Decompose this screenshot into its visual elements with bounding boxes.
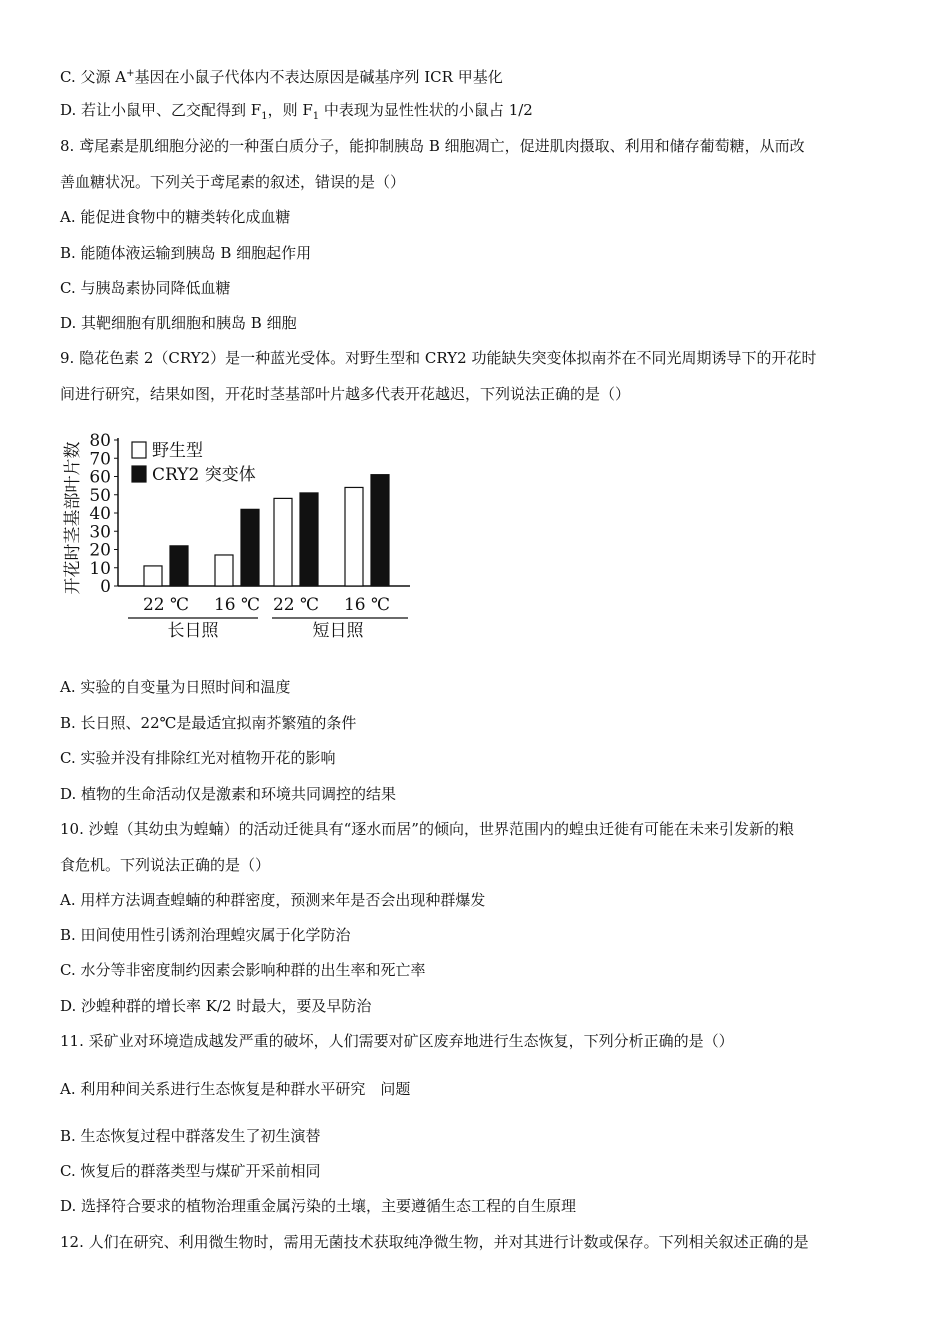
text-line: C. 实验并没有排除红光对植物开花的影响 xyxy=(60,749,336,767)
y-axis-title: 开花时茎基部叶片数 xyxy=(63,441,83,595)
x-category-label: 22 ℃ xyxy=(272,595,320,615)
bar-cry2-mutant xyxy=(300,493,318,586)
text-line: D. 其靶细胞有肌细胞和胰岛 B 细胞 xyxy=(60,314,297,332)
text-line: 食危机。下列说法正确的是（） xyxy=(60,856,271,874)
legend-swatch xyxy=(132,466,146,482)
text-line: 12. 人们在研究、利用微生物时，需用无菌技术获取纯净微生物，并对其进行计数或保存。下列相关叙述正确的是 xyxy=(60,1233,809,1251)
text-line: D. 选择符合要求的植物治理重金属污染的土壤，主要遵循生态工程的自生原理 xyxy=(60,1197,577,1215)
text-line: 间进行研究，结果如图，开花时茎基部叶片越多代表开花越迟，下列说法正确的是（） xyxy=(60,385,631,403)
text-fragment: 基因在小鼠子代体内不表达原因是碱基序列 ICR 甲基化 xyxy=(134,68,503,86)
text-line: C. 恢复后的群落类型与煤矿开采前相同 xyxy=(60,1162,321,1180)
text-line: B. 生态恢复过程中群落发生了初生演替 xyxy=(60,1127,321,1145)
text-line: B. 长日照、22℃是最适宜拟南芥繁殖的条件 xyxy=(60,714,357,732)
x-category-label: 16 ℃ xyxy=(343,595,391,615)
text-line xyxy=(60,64,503,87)
text-line: A. 用样方法调查蝗蝻的种群密度，预测来年是否会出现种群爆发 xyxy=(60,891,486,909)
bar-wild-type xyxy=(215,555,233,586)
y-tick-label: 30 xyxy=(89,522,111,543)
text-line: B. 能随体液运输到胰岛 B 细胞起作用 xyxy=(60,244,312,262)
text-line xyxy=(60,100,533,127)
y-tick-label: 60 xyxy=(89,467,111,488)
y-tick-label: 80 xyxy=(89,431,111,451)
x-category-label: 22 ℃ xyxy=(142,595,190,615)
legend-swatch xyxy=(132,442,146,458)
text-line: D. 植物的生命活动仅是激素和环境共同调控的结果 xyxy=(60,785,397,803)
text-fragment: 1 xyxy=(312,111,320,122)
text-line: D. 沙蝗种群的增长率 K/2 时最大，要及早防治 xyxy=(60,997,372,1015)
bar-wild-type xyxy=(345,487,363,586)
y-tick-label: 20 xyxy=(89,540,111,561)
y-tick-label: 40 xyxy=(89,504,111,524)
y-tick-label: 50 xyxy=(89,485,111,506)
y-tick-label: 10 xyxy=(89,558,111,579)
text-line: A. 实验的自变量为日照时间和温度 xyxy=(60,678,291,696)
y-tick-label: 0 xyxy=(100,577,111,597)
text-line: C. 水分等非密度制约因素会影响种群的出生率和死亡率 xyxy=(60,961,426,979)
text-line: 9. 隐花色素 2（CRY2）是一种蓝光受体。对野生型和 CRY2 功能缺失突变体拟南芥在不同光周期诱导下的开花时 xyxy=(60,349,817,367)
legend-label: CRY2 突变体 xyxy=(152,465,256,485)
text-fragment: D. 若让小鼠甲、乙交配得到 F xyxy=(60,101,262,119)
group-label-long-day: 长日照 xyxy=(167,621,219,641)
text-fragment: 中表现为显性性状的小鼠占 1/2 xyxy=(319,101,533,119)
text-line: 8. 鸢尾素是肌细胞分泌的一种蛋白质分子，能抑制胰岛 B 细胞凋亡，促进肌肉摄取、利用和储存葡萄糖，从而改 xyxy=(60,137,805,155)
y-tick-label: 70 xyxy=(89,449,111,470)
legend-label: 野生型 xyxy=(152,441,203,461)
bar-cry2-mutant xyxy=(241,509,259,586)
text-fragment: 1 xyxy=(261,111,268,122)
bar-wild-type xyxy=(144,566,162,586)
bar-wild-type xyxy=(274,498,292,586)
text-fragment: + xyxy=(126,68,135,79)
text-line: 善血糖状况。下列关于鸢尾素的叙述，错误的是（） xyxy=(60,173,406,191)
group-label-short-day: 短日照 xyxy=(312,621,364,641)
text-fragment: C. 父源 A xyxy=(60,68,127,86)
x-category-label: 16 ℃ xyxy=(213,595,261,615)
bar-cry2-mutant xyxy=(371,475,389,586)
bar-cry2-mutant xyxy=(170,546,188,586)
text-line: 11. 采矿业对环境造成越发严重的破坏，人们需要对矿区废弃地进行生态恢复，下列分析正确的是（） xyxy=(60,1032,734,1050)
text-line: C. 与胰岛素协同降低血糖 xyxy=(60,279,231,297)
flowering-leaf-count-bar-chart xyxy=(60,428,420,648)
text-fragment: ，则 F xyxy=(267,101,313,119)
text-line: 10. 沙蝗（其幼虫为蝗蝻）的活动迁徙具有“逐水而居”的倾向，世界范围内的蝗虫迁徙有可能在未来引发新的粮 xyxy=(60,820,794,838)
text-line: A. 利用种间关系进行生态恢复是种群水平研究 问题 xyxy=(60,1080,411,1098)
text-line: B. 田间使用性引诱剂治理蝗灾属于化学防治 xyxy=(60,926,351,944)
text-line: A. 能促进食物中的糖类转化成血糖 xyxy=(60,208,291,226)
